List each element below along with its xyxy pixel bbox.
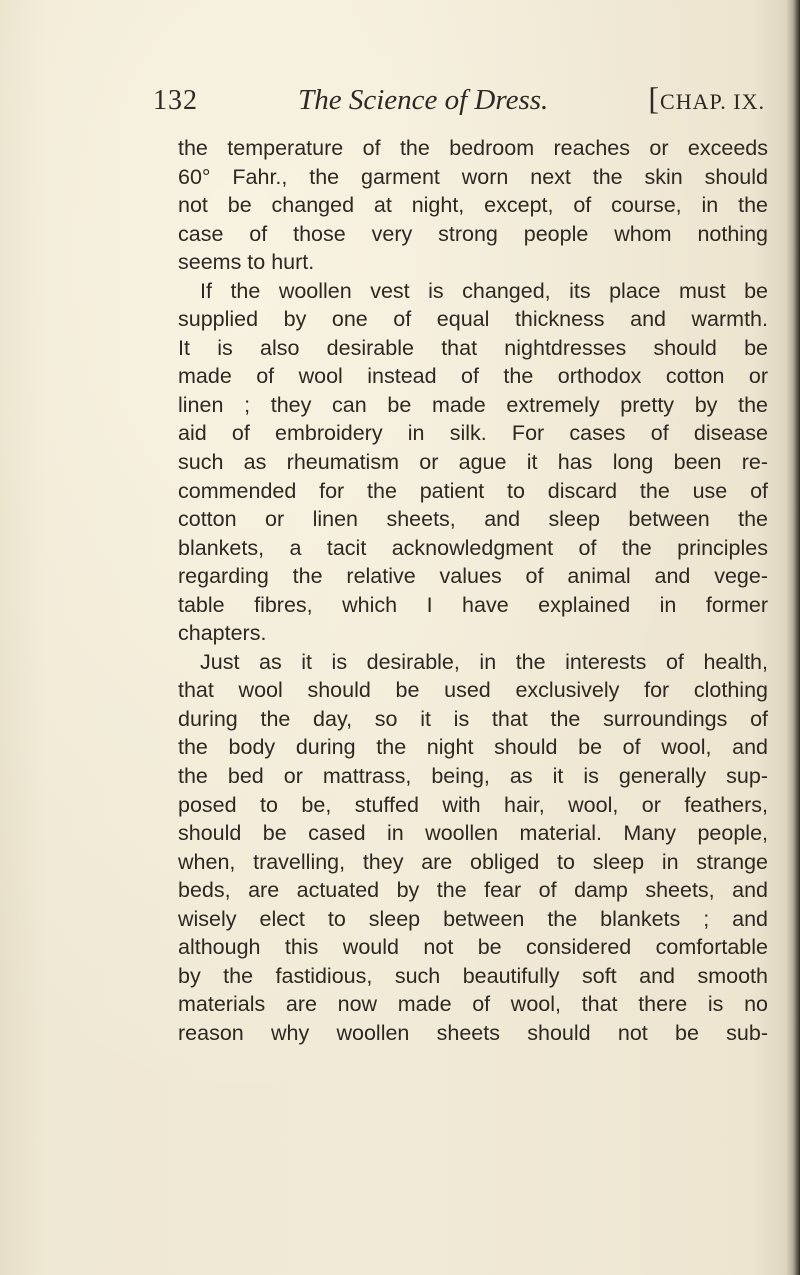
text-line: It is also desirable that nightdresses should be [178,335,768,360]
text-line: during the day, so it is that the surroundings of [178,706,768,731]
chapter-reference [648,80,765,117]
page-edge-shadow [786,0,800,1275]
running-header [153,80,765,120]
body-text [178,134,768,1048]
text-line: linen ; they can be made extremely pretty by the [178,392,768,417]
text-line: Just as it is desirable, in the interests of health, [200,649,768,674]
text-line: made of wool instead of the orthodox cotton or [178,364,768,389]
text-line: seems to hurt. [178,250,315,275]
text-line: table fibres, which I have explained in former [178,592,768,617]
text-line: the body during the night should be of wool, and [178,735,768,760]
text-line: case of those very strong people whom nothing [178,221,768,246]
text-line: beds, are actuated by the fear of damp sheets, and [178,878,768,903]
text-line: the temperature of the bedroom reaches or exceeds [178,136,768,160]
text-line: reason why woollen sheets should not be sub- [178,1020,768,1045]
text-line: commended for the patient to discard the use of [178,478,768,503]
text-line: although this would not be considered comfortable [178,935,768,960]
text-line: materials are now made of wool, that there is no [178,992,768,1017]
text-line: not be changed at night, except, of course, in the [178,193,768,218]
text-line: If the woollen vest is changed, its place must be [200,278,768,303]
page-number: 132 [153,85,198,116]
text-line: when, travelling, they are obliged to sleep in strange [178,849,768,874]
running-title: The Science of Dress. [298,84,549,116]
text-line: 60° Fahr., the garment worn next the skin should [178,164,768,189]
text-line: the bed or mattrass, being, as it is generally sup- [178,764,768,789]
text-line: blankets, a tacit acknowledgment of the principles [178,535,768,560]
text-line: by the fastidious, such beautifully soft and smooth [178,963,768,988]
chapter-label: CHAP. IX. [660,89,765,114]
chapter-bracket: [ [648,80,661,116]
text-line: that wool should be used exclusively for clothing [178,678,768,703]
text-line: such as rheumatism or ague it has long been re- [178,450,768,475]
text-line: cotton or linen sheets, and sleep between the [178,507,768,532]
text-line: chapters. [178,621,267,646]
text-line: aid of embroidery in silk. For cases of disease [178,421,768,446]
text-line: should be cased in woollen material. Many people, [178,821,768,846]
text-line: regarding the relative values of animal and vege- [178,564,768,589]
text-line: posed to be, stuffed with hair, wool, or feathers, [178,792,768,817]
text-line: wisely elect to sleep between the blankets ; and [178,906,768,931]
text-line: supplied by one of equal thickness and warmth. [178,307,768,332]
